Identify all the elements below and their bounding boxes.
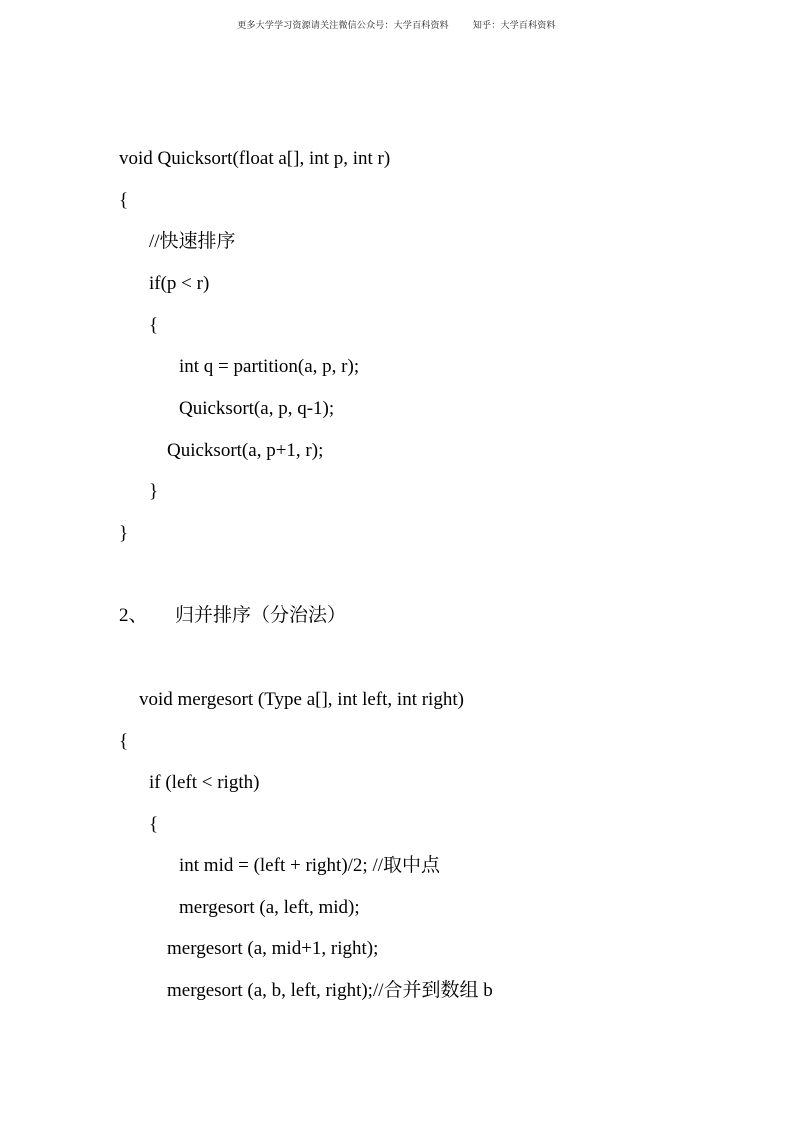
mergesort-signature: void mergesort (Type a[], int left, int right) — [139, 689, 464, 710]
quicksort-signature: void Quicksort(float a[], int p, int r) — [119, 148, 391, 169]
mergesort-merge-line: mergesort (a, b, left, right);//合并到数组 b — [167, 980, 493, 1001]
page-header — [0, 18, 793, 31]
mergesort-recursive-left: mergesort (a, left, mid); — [179, 897, 360, 918]
quicksort-partition-line: int q = partition(a, p, r); — [179, 356, 360, 377]
quicksort-close-brace: } — [119, 523, 129, 544]
quicksort-recursive-right: Quicksort(a, p+1, r); — [167, 440, 324, 461]
mergesort-recursive-right: mergesort (a, mid+1, right); — [167, 938, 379, 959]
section-heading — [119, 604, 346, 628]
header-zhihu-note: 知乎：大学百科资料 — [472, 20, 556, 30]
mergesort-open-brace: { — [119, 731, 129, 752]
section-number: 2、 — [119, 605, 148, 626]
quicksort-if-line: if(p < r) — [149, 273, 210, 294]
quicksort-open-brace: { — [119, 190, 129, 211]
quicksort-comment: //快速排序 — [149, 231, 236, 252]
mergesort-mid-line: int mid = (left + right)/2; //取中点 — [179, 855, 441, 876]
header-wechat-note: 更多大学学习资源请关注微信公众号：大学百科资料 — [237, 20, 449, 30]
mergesort-if-line: if (left < rigth) — [149, 772, 260, 793]
section-title: 归并排序（分治法） — [175, 605, 347, 626]
mergesort-inner-open-brace: { — [149, 814, 159, 835]
quicksort-inner-close-brace: } — [149, 481, 159, 502]
quicksort-recursive-left: Quicksort(a, p, q-1); — [179, 398, 335, 419]
quicksort-inner-open-brace: { — [149, 315, 159, 336]
